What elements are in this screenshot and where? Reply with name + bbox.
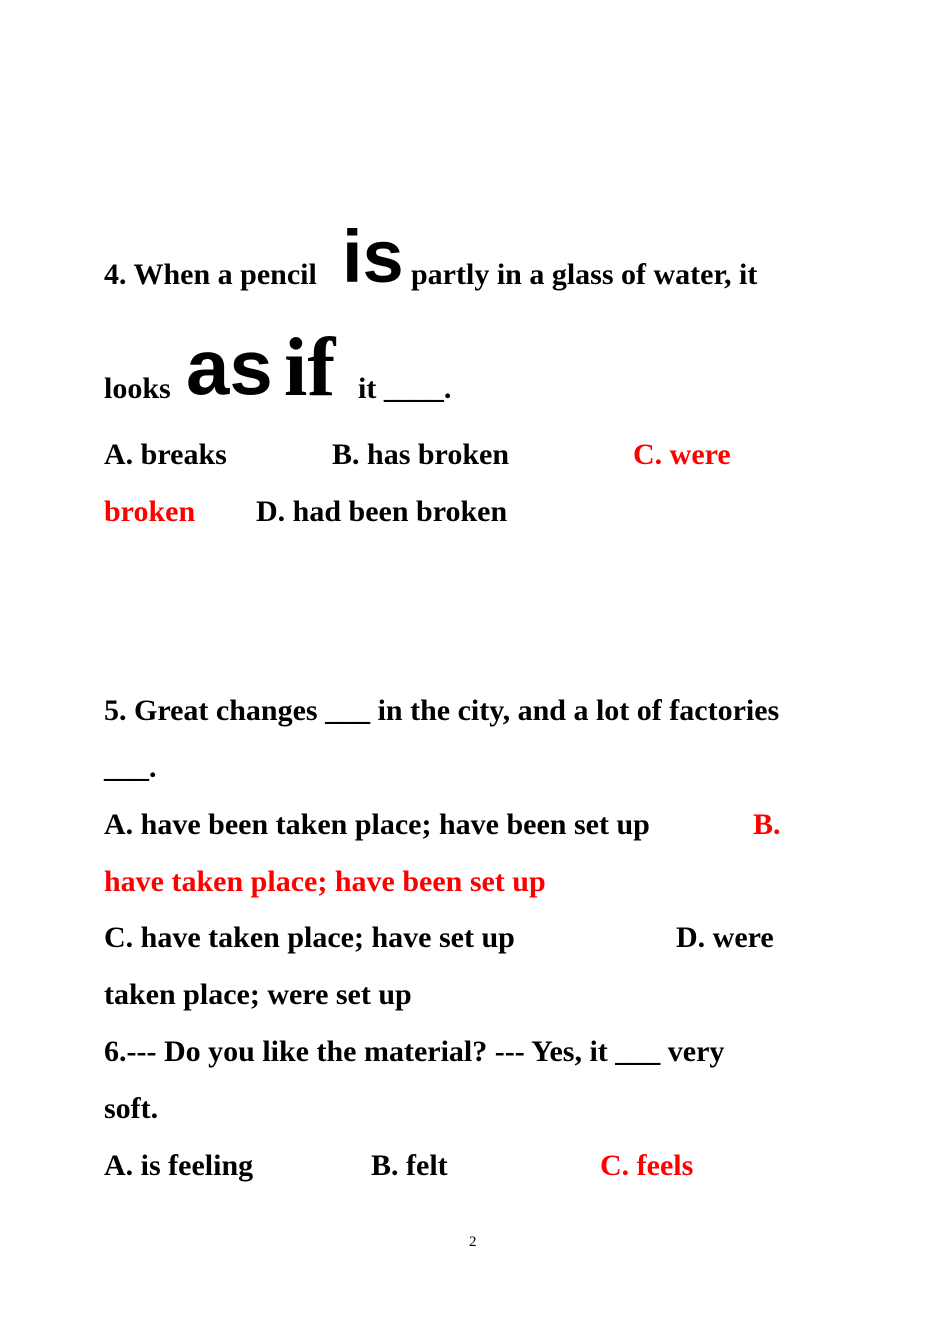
q5-option-d-cont: taken place; were set up: [104, 978, 412, 1011]
q6-stem: 6.--- Do you like the material? --- Yes, it ___ very: [104, 1035, 725, 1068]
q5-stem-blank: ___.: [104, 751, 157, 784]
q4-emphasis-if: if: [284, 321, 336, 414]
q5-stem: 5. Great changes ___ in the city, and a lot of factories: [104, 694, 780, 727]
q4-option-c-answer-cont: broken: [104, 495, 196, 528]
q6-option-c-answer: C. feels: [600, 1149, 694, 1182]
q4-option-c-answer: C. were: [633, 438, 731, 471]
q4-emphasis-as: as: [186, 323, 273, 411]
q6-option-a: A. is feeling: [104, 1149, 254, 1182]
q5-option-c: C. have taken place; have set up: [104, 921, 515, 954]
q4-blank: it ____.: [358, 372, 452, 405]
q5-option-b-answer-cont: have taken place; have been set up: [104, 865, 546, 898]
q5-option-b-answer: B.: [753, 808, 781, 841]
q6-stem-cont: soft.: [104, 1092, 159, 1125]
q5-option-d: D. were: [676, 921, 774, 954]
q4-option-b: B. has broken: [332, 438, 510, 471]
page-number: 2: [469, 1234, 477, 1250]
q4-stem-start: 4. When a pencil: [104, 258, 317, 291]
q4-option-a: A. breaks: [104, 438, 227, 471]
q4-option-d: D. had been broken: [256, 495, 508, 528]
q4-stem-end: partly in a glass of water, it: [411, 258, 758, 291]
q6-option-b: B. felt: [371, 1149, 448, 1182]
q5-option-a: A. have been taken place; have been set up: [104, 808, 650, 841]
q4-emphasis-is: is: [342, 215, 404, 298]
q4-looks: looks: [104, 372, 171, 405]
